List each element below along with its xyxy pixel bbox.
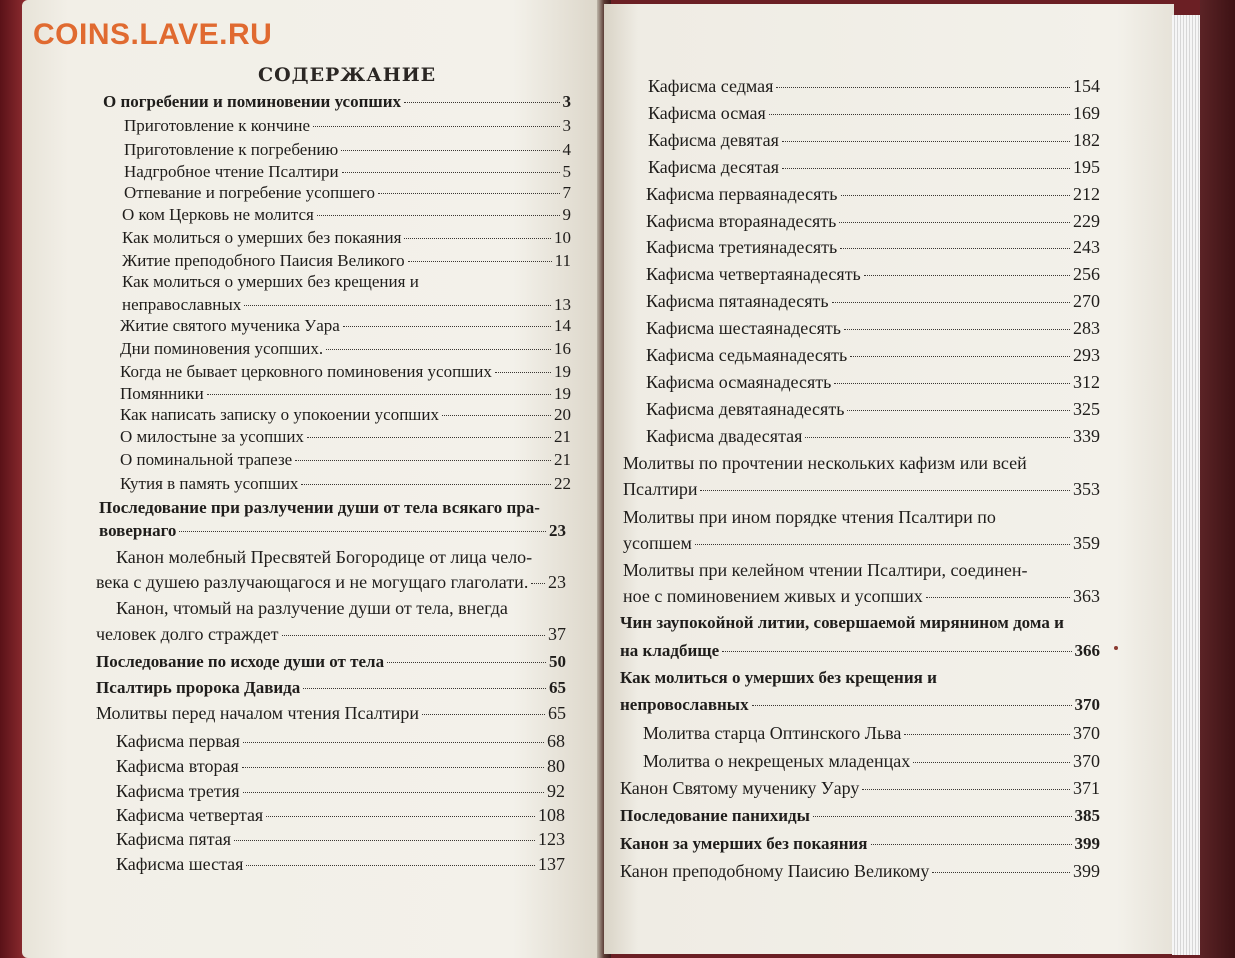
toc-entry xyxy=(116,781,565,802)
toc-page-number: 108 xyxy=(538,805,565,825)
toc-page-number: 4 xyxy=(562,140,571,159)
toc-entry-title: Кафисма двадесятая xyxy=(646,426,803,446)
toc-entry xyxy=(99,498,540,518)
toc-entry xyxy=(646,372,1100,393)
toc-entry-title: Как молиться о умерших без крещения и xyxy=(620,668,937,687)
toc-entry xyxy=(620,778,1100,799)
toc-entry-title: О милостыне за усопших xyxy=(120,427,304,446)
dot-leader xyxy=(847,410,1070,411)
toc-page-number: 270 xyxy=(1073,291,1100,311)
dot-leader xyxy=(864,275,1070,276)
toc-entry-title: Когда не бывает церковного поминовения усопших xyxy=(120,362,492,381)
toc-entry-title: Отпевание и погребение усопшего xyxy=(124,183,375,202)
toc-entry-title: Кафисма шестаянадесять xyxy=(646,318,842,338)
toc-page-number: 399 xyxy=(1074,834,1100,853)
toc-entry xyxy=(99,521,566,541)
toc-entry xyxy=(620,861,1100,882)
toc-entry xyxy=(643,751,1100,772)
toc-entry-title: Молитвы перед началом чтения Псалтири xyxy=(96,703,419,723)
toc-entry xyxy=(623,453,1027,474)
toc-entry xyxy=(648,130,1100,151)
toc-page-number: 325 xyxy=(1073,399,1100,419)
toc-entry xyxy=(646,264,1100,285)
toc-entry-title: Житие преподобного Паисия Великого xyxy=(122,251,405,270)
toc-entry xyxy=(96,678,566,698)
toc-entry-title: человек долго страждет xyxy=(96,624,279,644)
toc-entry xyxy=(116,805,565,826)
toc-entry xyxy=(623,560,1028,581)
toc-entry xyxy=(620,613,1064,633)
toc-entry xyxy=(124,140,571,160)
toc-entry-title: Канон молебный Пресвятей Богородице от лица чело- xyxy=(116,547,533,567)
dot-leader xyxy=(813,816,1072,817)
toc-page-number: 256 xyxy=(1073,264,1100,284)
toc-entry-title: О поминальной трапезе xyxy=(120,450,293,469)
toc-page-number: 68 xyxy=(547,731,565,751)
dot-leader xyxy=(839,222,1070,223)
toc-entry-title: на кладбище xyxy=(620,641,720,660)
page-title: СОДЕРЖАНИЕ xyxy=(258,64,437,86)
toc-page-number: 10 xyxy=(554,228,571,247)
toc-entry-title: Псалтирь пророка Давида xyxy=(96,678,301,697)
toc-page-number: 50 xyxy=(549,652,566,671)
toc-entry-title: Чин заупокойной литии, совершаемой мирянином дома и xyxy=(620,613,1064,632)
dot-leader xyxy=(722,651,1071,652)
dot-leader xyxy=(871,844,1072,845)
toc-entry xyxy=(122,205,571,225)
toc-page-number: 229 xyxy=(1073,211,1100,231)
toc-page-number: 182 xyxy=(1073,130,1100,150)
dot-leader xyxy=(342,172,560,173)
toc-page-number: 65 xyxy=(548,703,566,723)
toc-entry-title: Кафисма девятая xyxy=(648,130,779,150)
toc-entry-title: Кафисма пятаянадесять xyxy=(646,291,829,311)
toc-entry xyxy=(96,652,566,672)
toc-entry xyxy=(103,92,571,112)
toc-entry xyxy=(96,624,566,645)
toc-page-number: 212 xyxy=(1073,184,1100,204)
toc-entry xyxy=(116,829,565,850)
toc-entry-title: Кафисма пятая xyxy=(116,829,232,849)
toc-entry-title: Кафисма перваянадесять xyxy=(646,184,838,204)
toc-page-number: 363 xyxy=(1073,586,1100,606)
dot-leader xyxy=(782,141,1070,142)
toc-entry xyxy=(623,507,996,528)
toc-entry-title: Помянники xyxy=(120,384,204,403)
toc-entry xyxy=(648,103,1100,124)
ink-dot xyxy=(1114,646,1118,650)
dot-leader xyxy=(776,87,1070,88)
toc-entry xyxy=(120,450,571,470)
dot-leader xyxy=(242,767,544,768)
toc-page-number: 3 xyxy=(562,116,571,135)
toc-entry xyxy=(96,572,566,593)
dot-leader xyxy=(246,865,535,866)
toc-entry-title: неправославных xyxy=(122,295,242,314)
toc-entry xyxy=(646,318,1100,339)
toc-entry xyxy=(646,345,1100,366)
toc-page-number: 312 xyxy=(1073,372,1100,392)
dot-leader xyxy=(301,484,551,485)
dot-leader xyxy=(841,195,1070,196)
toc-page-number: 11 xyxy=(554,251,571,270)
toc-entry xyxy=(124,162,571,182)
toc-page-number: 366 xyxy=(1074,641,1100,660)
dot-leader xyxy=(243,742,544,743)
toc-entry xyxy=(124,116,571,136)
dot-leader xyxy=(805,437,1070,438)
dot-leader xyxy=(404,102,559,103)
toc-page-number: 243 xyxy=(1073,237,1100,257)
dot-leader xyxy=(326,349,551,350)
toc-entry xyxy=(116,854,565,875)
dot-leader xyxy=(303,688,546,689)
toc-page-number: 353 xyxy=(1073,479,1100,499)
toc-entry xyxy=(646,237,1100,258)
dot-leader xyxy=(313,126,559,127)
dot-leader xyxy=(700,490,1070,491)
watermark: COINS.LAVE.RU xyxy=(33,18,273,51)
toc-entry xyxy=(120,427,571,447)
toc-entry xyxy=(116,731,565,752)
dot-leader xyxy=(282,635,545,636)
toc-page-number: 371 xyxy=(1073,778,1100,798)
toc-page-number: 137 xyxy=(538,854,565,874)
toc-entry-title: Кафисма первая xyxy=(116,731,240,751)
toc-entry xyxy=(646,426,1100,447)
toc-entry-title: Кафисма втораянадесять xyxy=(646,211,837,231)
dot-leader xyxy=(387,662,546,663)
toc-entry xyxy=(646,211,1100,232)
dot-leader xyxy=(862,789,1070,790)
toc-entry-title: Последование по исходе души от тела xyxy=(96,652,385,671)
dot-leader xyxy=(234,840,535,841)
dot-leader xyxy=(695,544,1070,545)
toc-entry xyxy=(122,251,571,271)
toc-entry-title: О ком Церковь не молится xyxy=(122,205,314,224)
toc-entry-title: Приготовление к погребению xyxy=(124,140,339,159)
toc-page-number: 123 xyxy=(538,829,565,849)
dot-leader xyxy=(341,150,559,151)
toc-entry xyxy=(120,474,571,494)
toc-entry-title: вовернаго xyxy=(99,521,177,540)
toc-entry-title: Псалтири xyxy=(623,479,698,499)
dot-leader xyxy=(769,114,1070,115)
toc-page-number: 385 xyxy=(1074,806,1100,825)
toc-entry-title: Канон за умерших без покаяния xyxy=(620,834,868,853)
toc-page-number: 399 xyxy=(1073,861,1100,881)
toc-entry xyxy=(124,183,571,203)
toc-page-number: 14 xyxy=(554,316,571,335)
toc-entry xyxy=(648,76,1100,97)
toc-entry xyxy=(120,384,571,404)
toc-entry-title: Последование при разлучении души от тела всякаго пра- xyxy=(99,498,540,517)
toc-entry xyxy=(122,272,419,292)
toc-page-number: 339 xyxy=(1073,426,1100,446)
toc-page-number: 293 xyxy=(1073,345,1100,365)
toc-entry xyxy=(116,756,565,777)
toc-entry xyxy=(646,399,1100,420)
toc-page-number: 22 xyxy=(554,474,571,493)
toc-page-number: 370 xyxy=(1073,723,1100,743)
toc-entry xyxy=(120,405,571,425)
toc-page-number: 5 xyxy=(562,162,571,181)
toc-page-number: 21 xyxy=(554,427,571,446)
toc-entry xyxy=(620,695,1100,715)
dot-leader xyxy=(834,383,1070,384)
dot-leader xyxy=(408,261,552,262)
toc-page-number: 16 xyxy=(554,339,571,358)
dot-leader xyxy=(442,415,551,416)
toc-entry-title: Житие святого мученика Уара xyxy=(120,316,340,335)
dot-leader xyxy=(243,792,544,793)
dot-leader xyxy=(832,302,1070,303)
toc-entry xyxy=(116,547,532,568)
toc-entry xyxy=(96,703,566,724)
toc-entry xyxy=(620,668,937,688)
toc-page-number: 7 xyxy=(562,183,571,202)
toc-entry-title: ное с поминовением живых и усопших xyxy=(623,586,923,606)
dot-leader xyxy=(266,816,535,817)
dot-leader xyxy=(422,714,545,715)
toc-entry xyxy=(623,586,1100,607)
dot-leader xyxy=(179,531,546,532)
toc-entry-title: Кафисма четвертаянадесять xyxy=(646,264,861,284)
toc-entry xyxy=(122,295,571,315)
dot-leader xyxy=(307,437,551,438)
toc-entry-title: Молитвы по прочтении нескольких кафизм или всей xyxy=(623,453,1027,473)
toc-entry xyxy=(646,291,1100,312)
toc-page-number: 154 xyxy=(1073,76,1100,96)
dot-leader xyxy=(244,305,551,306)
toc-entry-title: Канон Святому мученику Уару xyxy=(620,778,860,798)
toc-page-number: 80 xyxy=(547,756,565,776)
toc-page-number: 92 xyxy=(547,781,565,801)
toc-entry-title: О погребении и поминовении усопших xyxy=(103,92,402,111)
toc-entry-title: Приготовление к кончине xyxy=(124,116,311,135)
toc-entry xyxy=(648,157,1100,178)
toc-entry-title: Кафисма осмая xyxy=(648,103,766,123)
toc-entry-title: Молитва старца Оптинского Льва xyxy=(643,723,902,743)
toc-page-number: 20 xyxy=(554,405,571,424)
toc-entry-title: Молитва о некрещеных младенцах xyxy=(643,751,911,771)
toc-page-number: 9 xyxy=(562,205,571,224)
toc-entry-title: Как молиться о умерших без покаяния xyxy=(122,228,402,247)
toc-page-number: 37 xyxy=(548,624,566,644)
dot-leader xyxy=(850,356,1070,357)
toc-page-number: 283 xyxy=(1073,318,1100,338)
dot-leader xyxy=(531,583,545,584)
toc-page-number: 21 xyxy=(554,450,571,469)
dot-leader xyxy=(782,168,1070,169)
toc-entry-title: Кафисма седьмаянадесять xyxy=(646,345,848,365)
dot-leader xyxy=(913,762,1070,763)
dot-leader xyxy=(904,734,1070,735)
toc-entry xyxy=(623,533,1100,554)
dot-leader xyxy=(752,705,1072,706)
toc-entry xyxy=(122,228,571,248)
toc-entry-title: Канон преподобному Паисию Великому xyxy=(620,861,930,881)
toc-entry xyxy=(646,184,1100,205)
toc-entry xyxy=(620,806,1100,826)
dot-leader xyxy=(844,329,1070,330)
toc-page-number: 169 xyxy=(1073,103,1100,123)
dot-leader xyxy=(404,238,551,239)
toc-entry-title: Молитвы при ином порядке чтения Псалтири по xyxy=(623,507,996,527)
dot-leader xyxy=(495,372,551,373)
dot-leader xyxy=(840,248,1070,249)
toc-entry xyxy=(620,641,1100,661)
toc-page-number: 19 xyxy=(554,384,571,403)
toc-entry-title: Как молиться о умерших без крещения и xyxy=(122,272,419,291)
toc-entry-title: века с душею разлучающагося и не могущаго глаголати. xyxy=(96,572,529,592)
toc-page-number: 23 xyxy=(548,572,566,592)
toc-entry-title: Кафисма шестая xyxy=(116,854,244,874)
toc-entry-title: Дни поминовения усопших. xyxy=(120,339,324,358)
toc-entry-title: Кафисма седмая xyxy=(648,76,774,96)
toc-entry-title: Кафисма четвертая xyxy=(116,805,264,825)
toc-entry xyxy=(623,479,1100,500)
toc-entry-title: Молитвы при келейном чтении Псалтири, соединен- xyxy=(623,560,1028,580)
toc-page-number: 359 xyxy=(1073,533,1100,553)
dot-leader xyxy=(207,394,551,395)
dot-leader xyxy=(295,460,551,461)
toc-page-number: 23 xyxy=(549,521,566,540)
toc-entry-title: Кафисма девятаянадесять xyxy=(646,399,845,419)
dot-leader xyxy=(926,597,1070,598)
toc-entry xyxy=(120,362,571,382)
toc-entry-title: Кафисма осмаянадесять xyxy=(646,372,832,392)
toc-entry xyxy=(643,723,1100,744)
toc-page-number: 195 xyxy=(1073,157,1100,177)
toc-entry-title: непровославных xyxy=(620,695,749,714)
toc-page-number: 65 xyxy=(549,678,566,697)
toc-entry xyxy=(120,316,571,336)
dot-leader xyxy=(343,326,551,327)
toc-entry-title: Кафисма десятая xyxy=(648,157,780,177)
toc-entry-title: усопшем xyxy=(623,533,692,553)
toc-entry-title: Надгробное чтение Псалтири xyxy=(124,162,339,181)
toc-page-number: 13 xyxy=(554,295,571,314)
toc-page-number: 3 xyxy=(562,92,571,111)
toc-entry-title: Кафисма вторая xyxy=(116,756,239,776)
dot-leader xyxy=(378,193,560,194)
toc-page-number: 370 xyxy=(1074,695,1100,714)
toc-entry-title: Канон, чтомый на разлучение души от тела, внегда xyxy=(116,598,508,618)
toc-entry-title: Кафисма третия xyxy=(116,781,240,801)
dot-leader xyxy=(932,872,1070,873)
toc-entry-title: Как написать записку о упокоении усопших xyxy=(120,405,439,424)
toc-page-number: 370 xyxy=(1073,751,1100,771)
toc-entry-title: Кутия в память усопших xyxy=(120,474,299,493)
toc-entry-title: Последование панихиды xyxy=(620,806,810,825)
toc-page-number: 19 xyxy=(554,362,571,381)
toc-entry xyxy=(120,339,571,359)
toc-entry-title: Кафисма третиянадесять xyxy=(646,237,838,257)
toc-entry xyxy=(116,598,508,619)
dot-leader xyxy=(317,215,560,216)
toc-entry xyxy=(620,834,1100,854)
